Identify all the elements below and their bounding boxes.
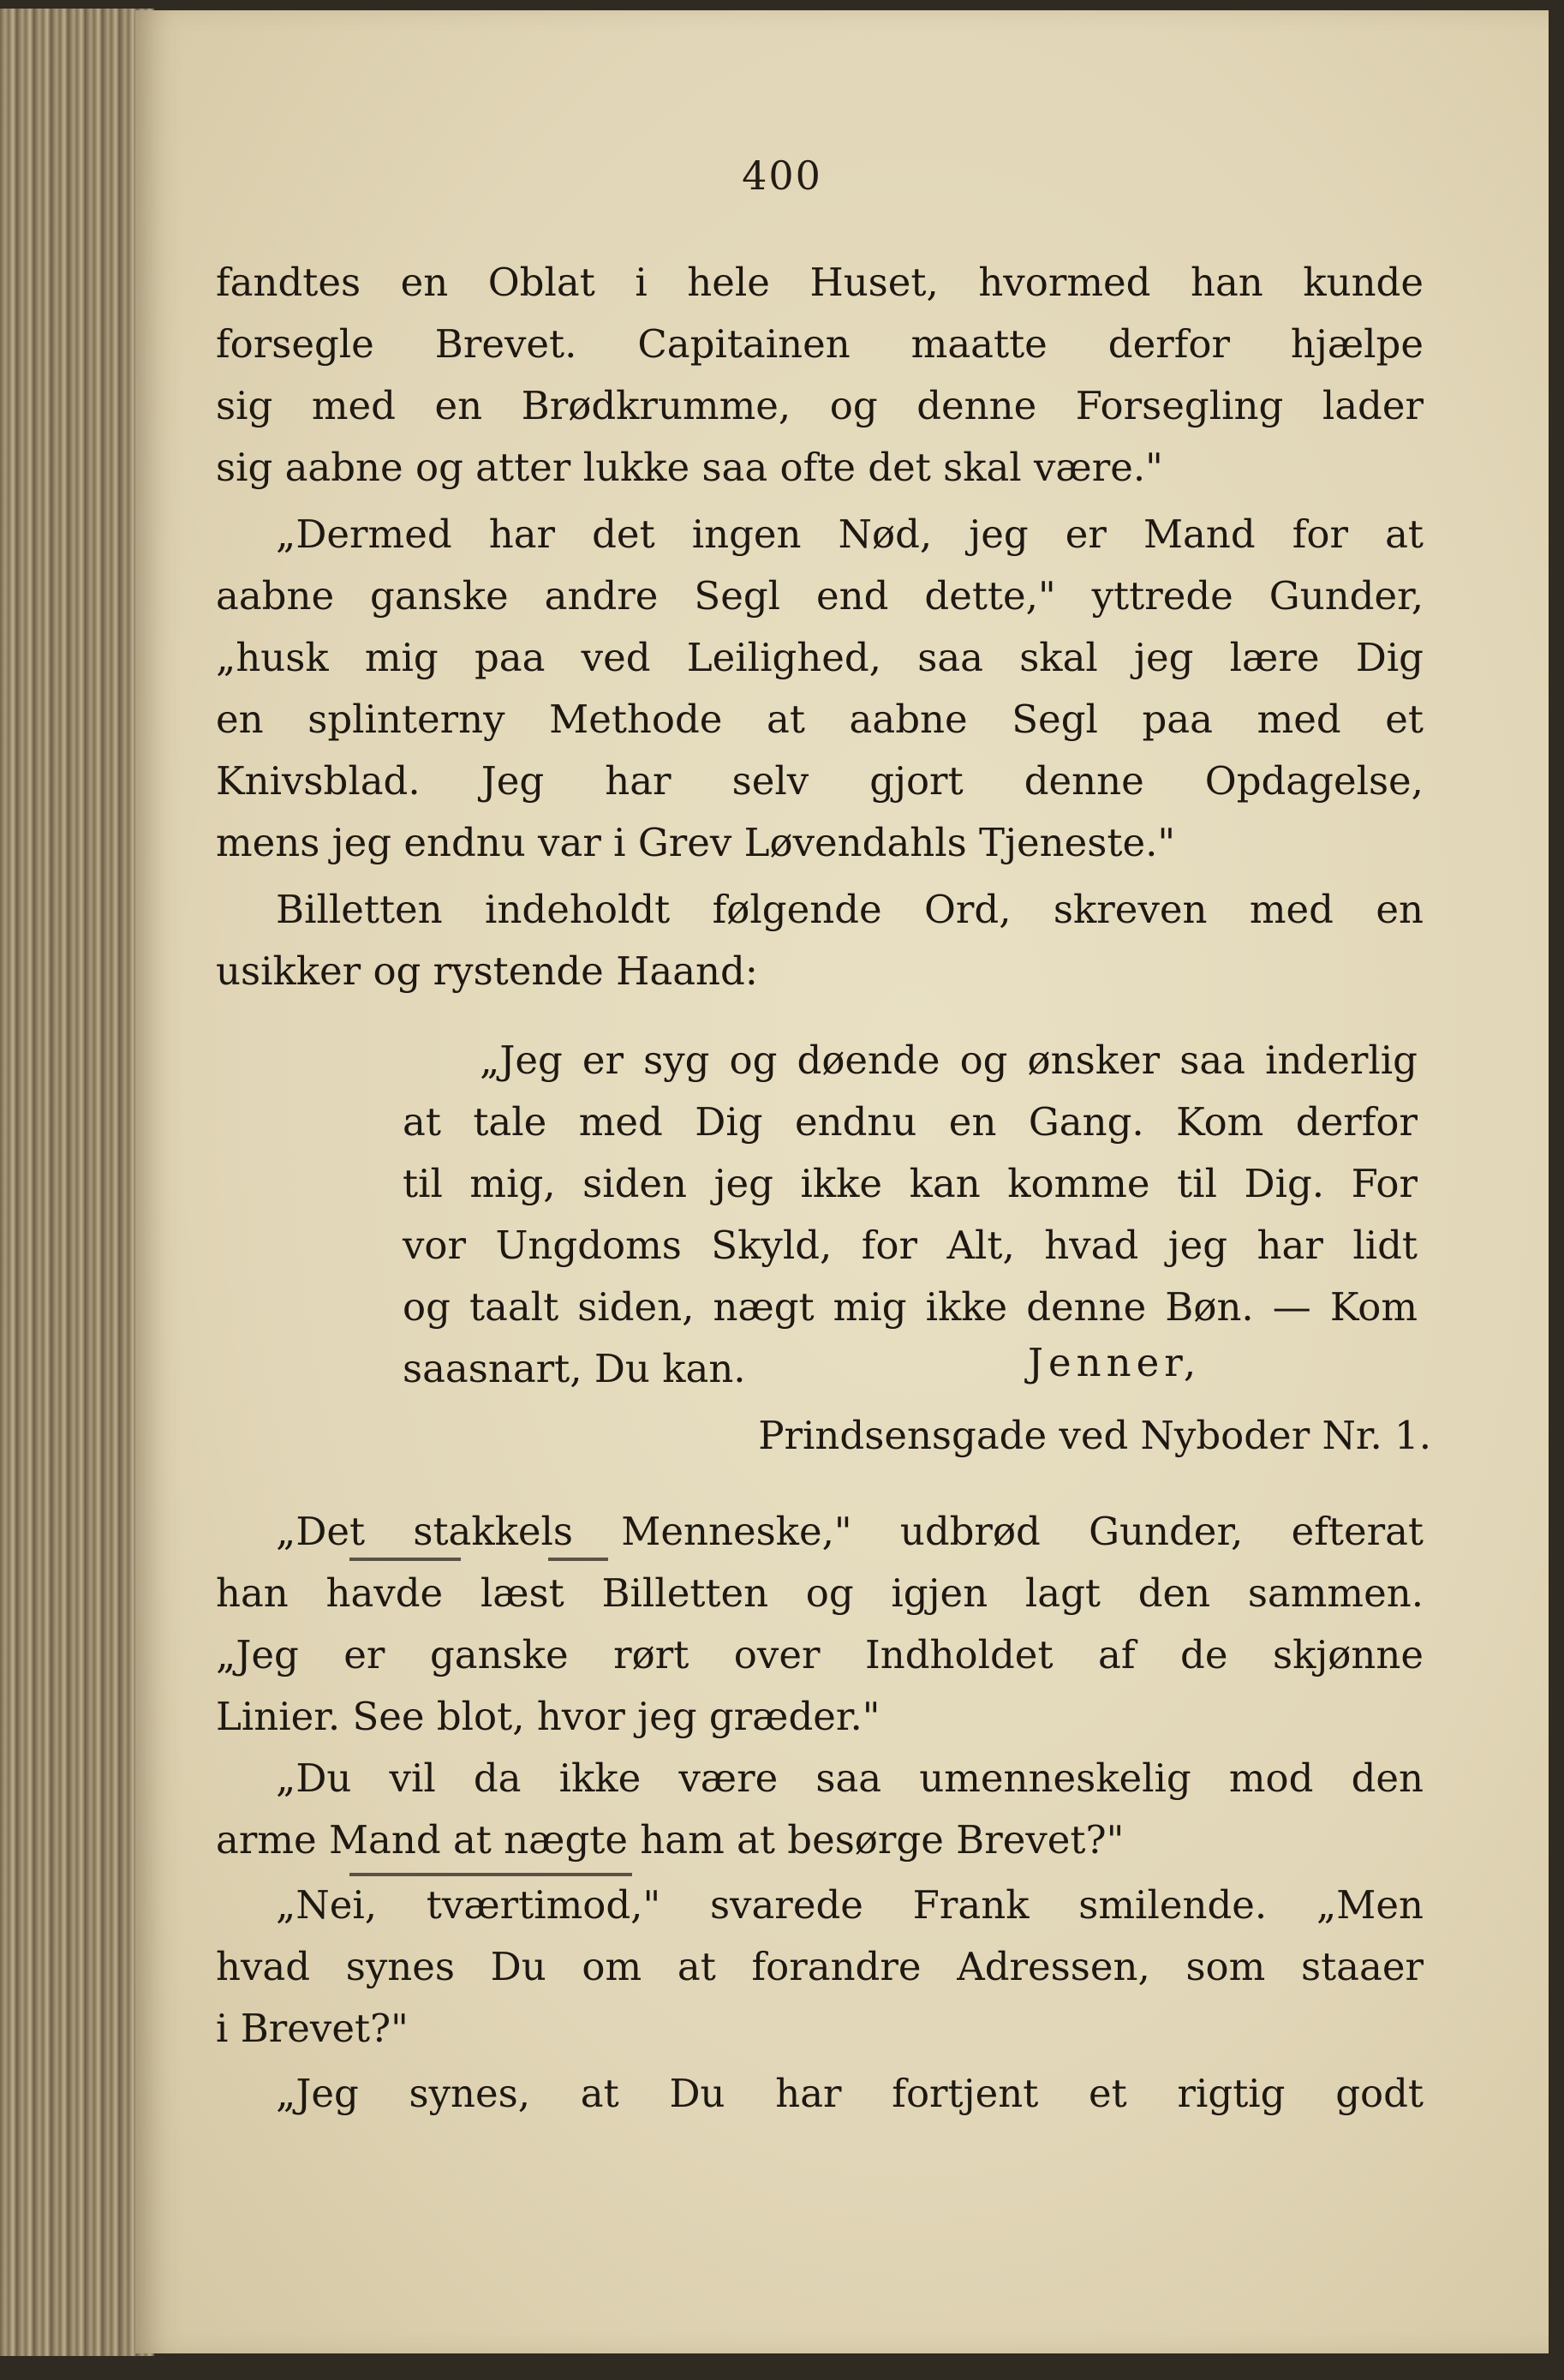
page-stack-edges — [0, 9, 154, 2356]
letter-line: til mig, siden jeg ikke kan komme til Dig. For — [403, 1161, 1418, 1206]
letter-signature: Jenner, — [1028, 1340, 1202, 1385]
paragraph-frank — [216, 1875, 1424, 2060]
text-line: forsegle Brevet. Capitainen maatte derfor hjælpe — [216, 321, 1424, 367]
paragraph-stakkels — [216, 1501, 1424, 1748]
text-line: fandtes en Oblat i hele Huset, hvormed han kunde — [216, 260, 1424, 305]
paragraph-continuation — [216, 252, 1424, 499]
text-line: sig aabne og atter lukke saa ofte det skal være." — [216, 445, 1163, 490]
letter-line: „Jeg er syg og døende og ønsker saa inderlig — [480, 1038, 1418, 1083]
text-line: „Jeg er ganske rørt over Indholdet af de skjønne — [216, 1632, 1424, 1677]
text-line: mens jeg endnu var i Grev Løvendahls Tjeneste." — [216, 820, 1176, 865]
letter-quote — [403, 1030, 1418, 1400]
letter-address: Prindsensgade ved Nyboder Nr. 1. — [758, 1413, 1431, 1458]
paragraph-umenneskelig — [216, 1748, 1424, 1871]
text-line: Linier. See blot, hvor jeg græder." — [216, 1694, 880, 1739]
text-line: „Jeg synes, at Du har fortjent et rigtig godt — [276, 2071, 1424, 2116]
text-line: sig med en Brødkrumme, og denne Forsegling lader — [216, 383, 1424, 428]
text-line: i Brevet?" — [216, 2006, 409, 2051]
pencil-underline-mark — [548, 1558, 608, 1561]
paragraph-fortjent — [216, 2063, 1424, 2125]
page-number: 400 — [742, 152, 822, 199]
text-line: aabne ganske andre Segl end dette," yttrede Gunder, — [216, 573, 1424, 619]
text-line: en splinterny Methode at aabne Segl paa med et — [216, 697, 1424, 742]
text-line: „Det stakkels Menneske," udbrød Gunder, efterat — [276, 1509, 1424, 1554]
text-line: han havde læst Billetten og igjen lagt den sammen. — [216, 1570, 1424, 1616]
letter-line: vor Ungdoms Skyld, for Alt, hvad jeg har lidt — [403, 1223, 1418, 1268]
text-line: „Du vil da ikke være saa umenneskelig mod den — [276, 1755, 1424, 1801]
letter-line: og taalt siden, nægt mig ikke denne Bøn. — Kom — [403, 1284, 1418, 1330]
paragraph-billetten — [216, 879, 1424, 1002]
pencil-underline-mark — [349, 1558, 461, 1561]
letter-line: at tale med Dig endnu en Gang. Kom derfor — [403, 1099, 1418, 1145]
text-line: Billetten indeholdt følgende Ord, skreven med en — [276, 887, 1424, 932]
text-line: usikker og rystende Haand: — [216, 948, 758, 994]
text-line: hvad synes Du om at forandre Adressen, som staaer — [216, 1944, 1424, 1989]
text-line: „Dermed har det ingen Nød, jeg er Mand for at — [276, 511, 1424, 557]
text-line: Knivsblad. Jeg har selv gjort denne Opdagelse, — [216, 758, 1424, 804]
text-line: arme Mand at nægte ham at besørge Brevet?" — [216, 1817, 1125, 1863]
text-line: „Nei, tværtimod," svarede Frank smilende. „Men — [276, 1882, 1424, 1928]
letter-line: saasnart, Du kan. — [403, 1346, 746, 1391]
paragraph-gunder-seal — [216, 504, 1424, 874]
text-line: „husk mig paa ved Leilighed, saa skal jeg lære Dig — [216, 635, 1424, 680]
